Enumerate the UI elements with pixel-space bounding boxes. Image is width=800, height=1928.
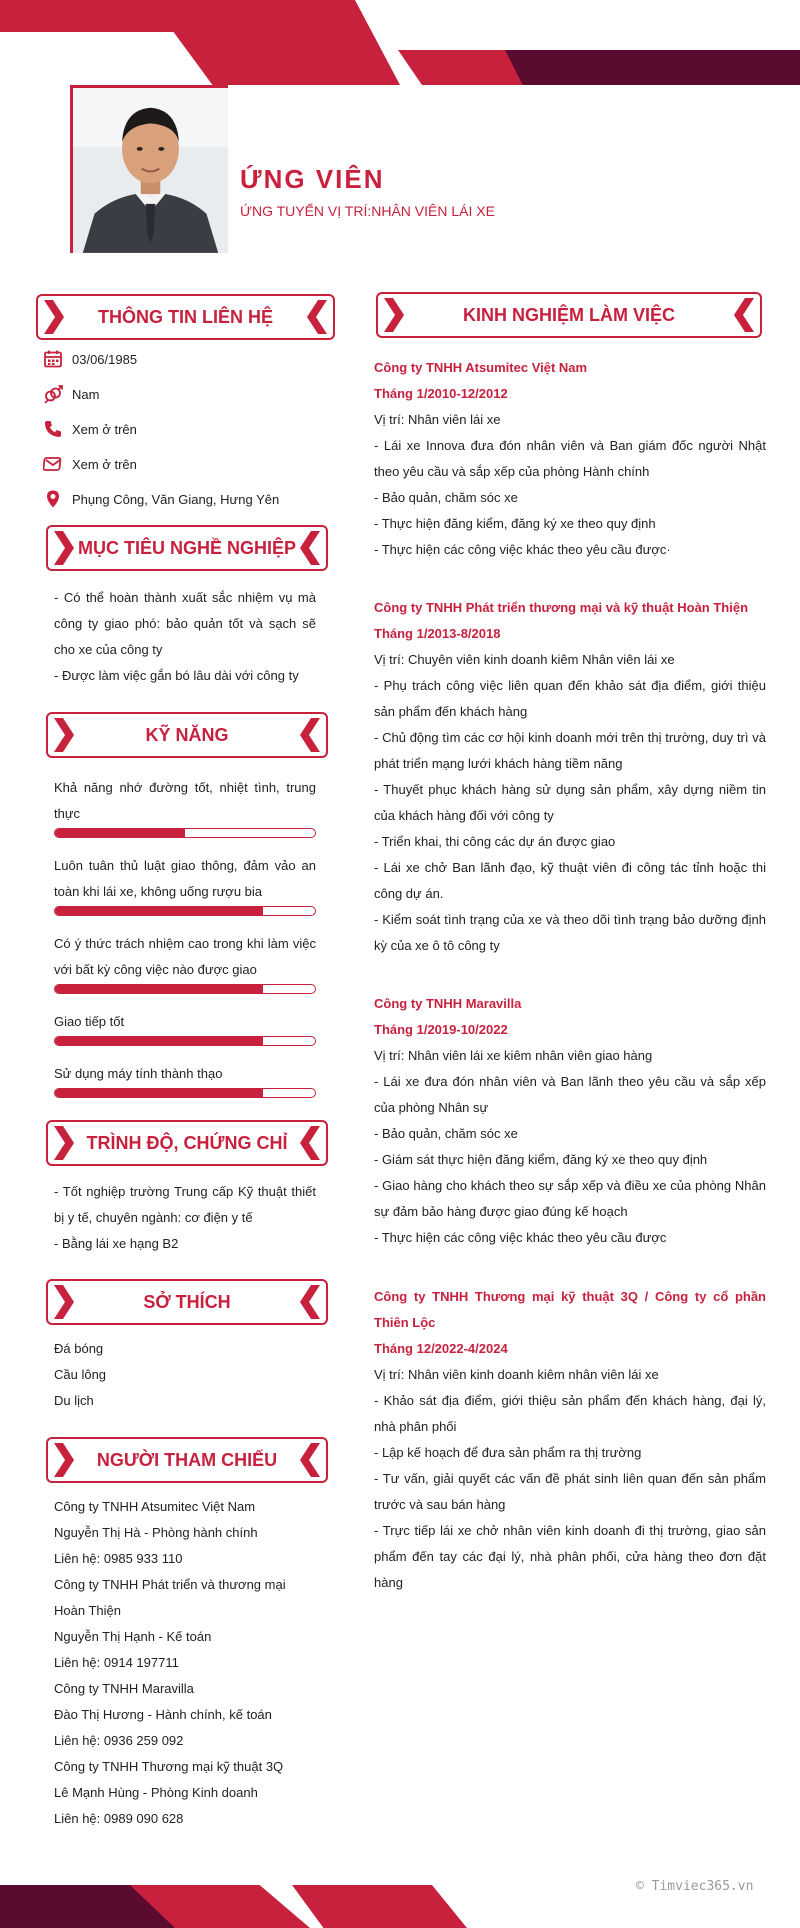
skill-label: Sử dụng máy tính thành thạo	[54, 1066, 223, 1081]
avatar-photo	[73, 88, 228, 253]
location-icon	[42, 488, 64, 510]
section-title: KỸ NĂNG	[145, 724, 229, 745]
chevron-left-icon	[300, 718, 320, 752]
experience-job-4	[374, 1284, 766, 1596]
chevron-right-icon	[384, 298, 404, 332]
contact-birthday	[42, 347, 137, 371]
contact-address	[42, 487, 279, 511]
chevron-left-icon	[307, 300, 327, 334]
contact-gender	[42, 382, 99, 406]
section-title: THÔNG TIN LIÊN HỆ	[98, 306, 273, 327]
skill-bar	[54, 984, 316, 994]
chevron-right-icon	[54, 1126, 74, 1160]
job-company: Công ty TNHH Phát triển thương mại và kỹ thuật Hoàn Thiện	[374, 600, 749, 615]
skill-bar-fill	[55, 829, 185, 837]
job-line: Vị trí: Nhân viên kinh doanh kiêm nhân viên lái xe	[374, 1367, 659, 1382]
bottom-decor-red-2	[292, 1885, 467, 1928]
job-period: Tháng 1/2010-12/2012	[374, 386, 508, 401]
job-line: Vị trí: Chuyên viên kinh doanh kiêm Nhân viên lái xe	[374, 652, 675, 667]
skill-bar-fill	[55, 1037, 263, 1045]
top-decor-maroon-strip	[505, 50, 800, 85]
job-line: - Tư vấn, giải quyết các vấn đề phát sinh liên quan đến sản phẩm trước và sau bán hàng	[374, 1471, 766, 1512]
contact-text: Phụng Công, Văn Giang, Hưng Yên	[72, 491, 280, 507]
job-period: Tháng 1/2013-8/2018	[374, 626, 501, 641]
job-line: - Giám sát thực hiện đăng kiểm, đăng ký xe theo quy định	[374, 1152, 708, 1167]
job-line: - Khảo sát địa điểm, giới thiệu sản phẩm đến khách hàng, đại lý, nhà phân phối	[374, 1393, 766, 1434]
skill-bar	[54, 1088, 316, 1098]
watermark: © Timviec365.vn	[636, 1879, 754, 1894]
job-line: - Bảo quản, chăm sóc xe	[374, 490, 518, 505]
section-header-skills	[46, 712, 328, 758]
chevron-right-icon	[54, 531, 74, 565]
section-header-objective	[46, 525, 328, 571]
contact-text: Xem ở trên	[72, 421, 137, 437]
experience-job-1	[374, 355, 766, 563]
skill-bar	[54, 906, 316, 916]
job-period: Tháng 1/2019-10/2022	[374, 1022, 508, 1037]
job-line: - Lập kế hoạch để đưa sản phẩm ra thị trường	[374, 1445, 642, 1460]
reference-line: Liên hệ: 0985 933 110	[54, 1551, 183, 1566]
reference-line: Công ty TNHH Atsumitec Việt Nam	[54, 1499, 256, 1514]
reference-line: Liên hệ: 0914 197711	[54, 1655, 179, 1670]
reference-line: Liên hệ: 0989 090 628	[54, 1811, 184, 1826]
job-line: - Lái xe đưa đón nhân viên và Ban lãnh theo yêu cầu và sắp xếp của phòng Nhân sự	[374, 1074, 766, 1115]
job-line: - Giao hàng cho khách theo sự sắp xếp và điều xe của phòng Nhân sự đảm bảo hàng được giao đúng kế hoạch	[374, 1178, 766, 1219]
contact-text: 03/06/1985	[72, 351, 138, 367]
job-period: Tháng 12/2022-4/2024	[374, 1341, 508, 1356]
section-header-contact	[36, 294, 335, 340]
section-header-references	[46, 1437, 328, 1483]
skill-bar-fill	[55, 1089, 263, 1097]
job-line: - Thực hiện đăng kiểm, đăng ký xe theo quy định	[374, 516, 656, 531]
education-content	[54, 1179, 316, 1257]
job-line: - Thuyết phục khách hàng sử dụng sản phẩm, xây dựng niềm tin của khách hàng đối với công ty	[374, 782, 766, 823]
job-line: - Kiểm soát tình trạng của xe và theo dõi tình trạng bảo dưỡng định kỳ của xe ô tô công ty	[374, 912, 766, 953]
candidate-name: ỨNG VIÊN	[240, 164, 385, 194]
experience-job-3	[374, 991, 766, 1251]
hobby-item: Đá bóng	[54, 1341, 104, 1356]
phone-icon	[42, 418, 64, 440]
contact-text: Xem ở trên	[72, 456, 137, 472]
hobby-item: Du lịch	[54, 1393, 94, 1408]
job-line: - Lái xe Innova đưa đón nhân viên và Ban giám đốc người Nhật theo yêu cầu và sắp xếp của phòng Hành chính	[374, 438, 766, 479]
skill-bar	[54, 828, 316, 838]
job-line: - Bảo quản, chăm sóc xe	[374, 1126, 518, 1141]
calendar-icon	[42, 348, 64, 370]
section-header-education	[46, 1120, 328, 1166]
objective-line: - Có thể hoàn thành xuất sắc nhiệm vụ mà công ty giao phó: bảo quản tốt và sạch sẽ cho xe của công ty	[54, 590, 316, 657]
job-line: Vị trí: Nhân viên lái xe	[374, 412, 501, 427]
reference-line: Công ty TNHH Maravilla	[54, 1681, 194, 1696]
chevron-left-icon	[300, 1285, 320, 1319]
skill-label: Khả năng nhớ đường tốt, nhiệt tình, trung thực	[54, 780, 316, 821]
chevron-right-icon	[54, 718, 74, 752]
skill-label: Giao tiếp tốt	[54, 1014, 125, 1029]
section-title: TRÌNH ĐỘ, CHỨNG CHỈ	[86, 1132, 288, 1153]
chevron-right-icon	[54, 1443, 74, 1477]
section-title: MỤC TIÊU NGHỀ NGHIỆP	[77, 537, 296, 558]
avatar	[70, 85, 228, 253]
job-company: Công ty TNHH Thương mại kỹ thuật 3Q / Công ty cổ phần Thiên Lộc	[374, 1289, 766, 1330]
reference-line: Công ty TNHH Phát triển và thương mại Hoàn Thiện	[54, 1577, 286, 1618]
contact-phone	[42, 417, 137, 441]
job-line: - Thực hiện các công việc khác theo yêu cầu được	[374, 1230, 667, 1245]
hobby-item: Cầu lông	[54, 1367, 107, 1382]
skill-label: Luôn tuân thủ luật giao thông, đảm vảo an toàn khi lái xe, không uống rượu bia	[54, 858, 316, 899]
chevron-left-icon	[300, 531, 320, 565]
references-content	[54, 1494, 316, 1832]
job-line: - Lái xe chở Ban lãnh đạo, kỹ thuật viên đi công tác tỉnh hoặc thi công dự án.	[374, 860, 766, 901]
job-line: - Thực hiện các công việc khác theo yêu cầu được·	[374, 542, 671, 557]
reference-line: Liên hệ: 0936 259 092	[54, 1733, 184, 1748]
contact-text: Nam	[72, 386, 100, 402]
job-company: Công ty TNHH Maravilla	[374, 996, 522, 1011]
reference-line: Đào Thị Hương - Hành chính, kế toán	[54, 1707, 272, 1722]
contact-email	[42, 452, 137, 476]
section-header-hobbies	[46, 1279, 328, 1325]
section-header-experience	[376, 292, 762, 338]
section-title: SỞ THÍCH	[143, 1291, 231, 1312]
objective-line: - Được làm việc gắn bó lâu dài với công ty	[54, 668, 299, 683]
email-icon	[42, 453, 64, 475]
skill-bar	[54, 1036, 316, 1046]
skill-bar-fill	[55, 907, 263, 915]
chevron-left-icon	[300, 1443, 320, 1477]
job-line: - Phụ trách công việc liên quan đến khảo sát địa điểm, giới thiệu sản phẩm đến khách hàng	[374, 678, 766, 719]
job-line: Vị trí: Nhân viên lái xe kiêm nhân viên giao hàng	[374, 1048, 653, 1063]
chevron-left-icon	[734, 298, 754, 332]
reference-line: Công ty TNHH Thương mại kỹ thuật 3Q	[54, 1759, 284, 1774]
skill-label: Có ý thức trách nhiệm cao trong khi làm việc với bất kỳ công việc nào được giao	[54, 936, 316, 977]
reference-line: Nguyễn Thị Hà - Phòng hành chính	[54, 1525, 258, 1540]
reference-line: Nguyễn Thị Hạnh - Kế toán	[54, 1629, 212, 1644]
education-line: - Bằng lái xe hạng B2	[54, 1236, 179, 1251]
job-line: - Triển khai, thi công các dự án được giao	[374, 834, 616, 849]
section-title: KINH NGHIỆM LÀM VIỆC	[462, 304, 675, 325]
experience-job-2	[374, 595, 766, 959]
education-line: - Tốt nghiệp trường Trung cấp Kỹ thuật thiết bị y tế, chuyên ngành: cơ điện y tế	[54, 1184, 316, 1225]
job-line: - Chủ động tìm các cơ hội kinh doanh mới trên thị trường, duy trì và phát triển mạng lưới khách hàng tiềm năng	[374, 730, 766, 771]
top-decor-diagonal	[150, 0, 400, 85]
section-title: NGƯỜI THAM CHIẾU	[96, 1449, 278, 1470]
job-line: - Trực tiếp lái xe chở nhân viên kinh doanh đi thị trường, giao sản phẩm đến tay các đại lý, nhà phân phối, cửa hàng theo đơn đặt hàng	[374, 1523, 766, 1590]
job-company: Công ty TNHH Atsumitec Việt Nam	[374, 360, 588, 375]
objective-content	[54, 585, 316, 689]
chevron-right-icon	[44, 300, 64, 334]
chevron-right-icon	[54, 1285, 74, 1319]
gender-icon	[42, 383, 64, 405]
chevron-left-icon	[300, 1126, 320, 1160]
applied-position: ỨNG TUYỂN VỊ TRÍ:NHÂN VIÊN LÁI XE	[240, 203, 495, 219]
reference-line: Lê Mạnh Hùng - Phòng Kinh doanh	[54, 1785, 258, 1800]
skill-bar-fill	[55, 985, 263, 993]
